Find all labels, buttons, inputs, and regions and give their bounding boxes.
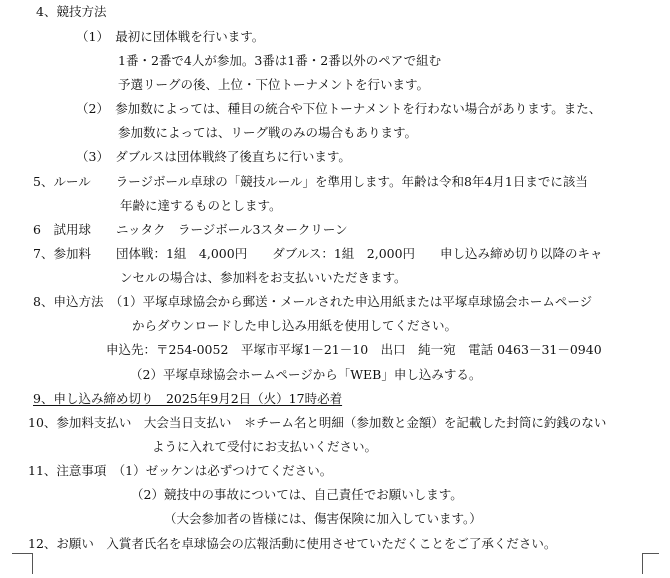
- section-4-item-3: （3） ダブルスは団体戦終了後直ちに行います。: [76, 149, 351, 164]
- section-4-item-1: （1） 最初に団体戦を行います。: [76, 29, 265, 44]
- section-9-deadline: 9、申し込み締め切り 2025年9月2日（火）17時必着: [33, 391, 343, 406]
- section-4-item-1-detail-2: 予選リーグの後、上位・下位トーナメントを行います。: [118, 77, 430, 92]
- section-7-fee-cont: ンセルの場合は、参加料をお支払いいただきます。: [120, 270, 407, 285]
- section-8-application-cont: からダウンロードした申し込み用紙を使用してください。: [132, 318, 458, 333]
- section-4-item-1-detail: 1番・2番で4人が参加。3番は1番・2番以外のペアで組む: [118, 53, 442, 68]
- page-corner-mark-right: [642, 553, 659, 574]
- section-11-note-2: （2）競技中の事故については、自己責任でお願いします。: [131, 487, 463, 502]
- section-10-payment-cont: ように入れて受付にお支払いください。: [152, 439, 378, 454]
- section-11-notes: 11、注意事項 （1）ゼッケンは必ずつけてください。: [28, 463, 333, 478]
- section-12-request: 12、お願い 入賞者氏名を卓球協会の広報活動に使用させていただくことをご了承ください。: [28, 536, 557, 551]
- page-corner-mark-left: [12, 553, 33, 574]
- section-11-note-2-cont: （大会参加者の皆様には、傷害保険に加入しています。）: [164, 511, 482, 526]
- section-5-rules: 5、ルール ラージボール卓球の「競技ルール」を準用します。年齢は令和8年4月1日までに該当: [33, 174, 588, 189]
- section-8-web: （2）平塚卓球協会ホームページから「WEB」申し込みする。: [130, 367, 482, 382]
- section-10-payment: 10、参加料支払い 大会当日支払い ＊チーム名と明細（参加数と金額）を記載した封筒に釣銭のない: [28, 415, 607, 430]
- section-4-heading: 4、競技方法: [36, 4, 107, 19]
- section-8-application: 8、申込方法 （1）平塚卓球協会から郵送・メールされた申込用紙または平塚卓球協会ホームページ: [33, 294, 593, 309]
- section-4-item-2: （2） 参加数によっては、種目の統合や下位トーナメントを行わない場合があります。また、: [76, 101, 602, 116]
- section-7-fee: 7、参加料 団体戦：1組 4,000円 ダブルス：1組 2,000円 申し込み締め切り以降のキャ: [33, 246, 603, 261]
- section-5-rules-cont: 年齢に達するものとします。: [120, 198, 282, 213]
- section-6-ball: 6 試用球 ニッタク ラージボール3スタークリーン: [33, 222, 348, 237]
- section-8-address: 申込先：〒254-0052 平塚市平塚1－21－10 出口 純一宛 電話 0463－31－0940: [106, 342, 602, 357]
- section-4-item-2-cont: 参加数によっては、リーグ戦のみの場合もあります。: [118, 125, 418, 140]
